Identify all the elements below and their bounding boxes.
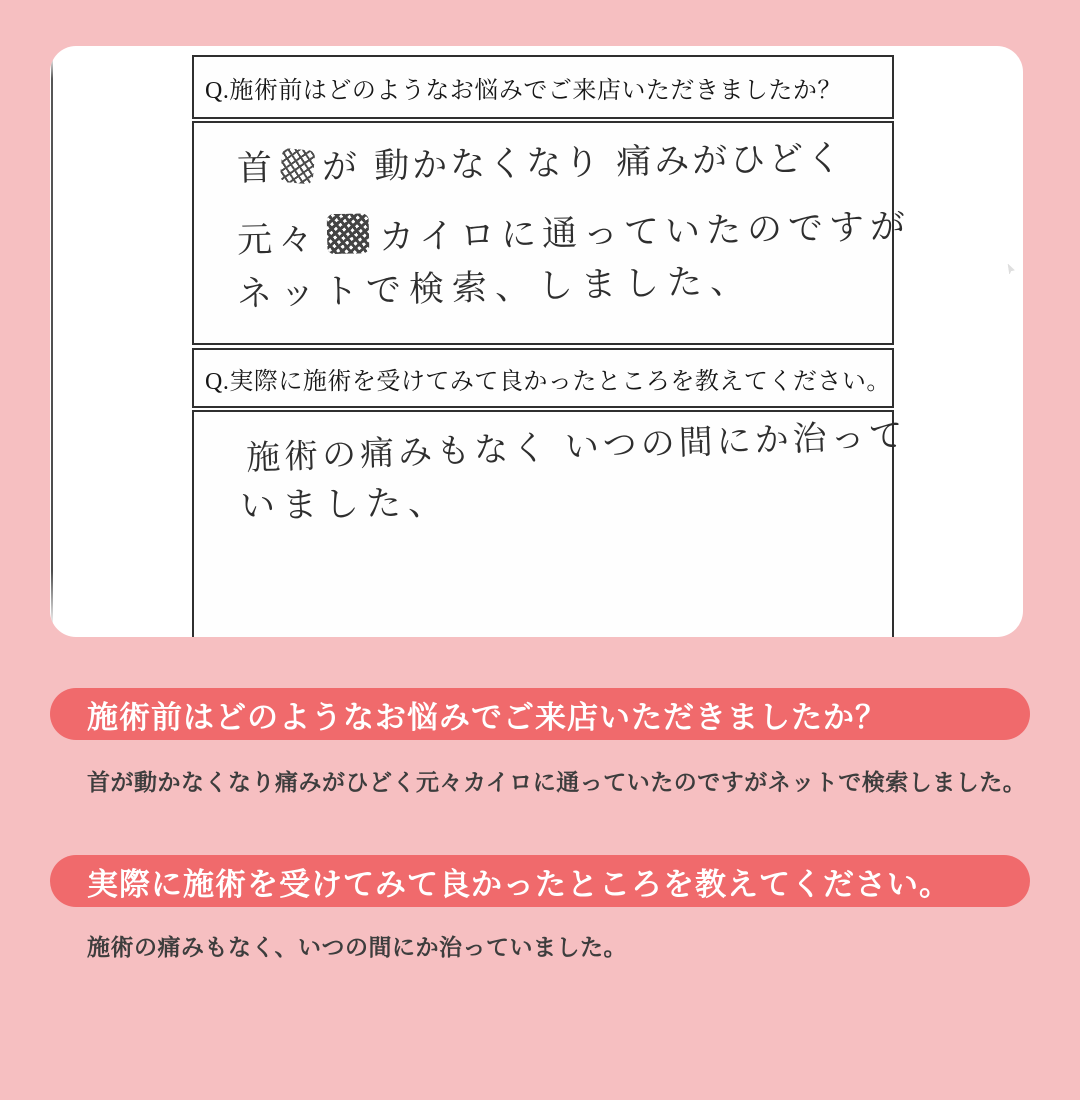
survey-scan-card — [50, 46, 1023, 637]
handwritten-answer-line: 施術の痛みもなく いつの間にか治って — [245, 415, 908, 479]
form-answer-1 — [192, 121, 912, 345]
questionnaire-form — [192, 55, 912, 637]
form-question-1-text: Q.施術前はどのようなお悩みでご来店いただきましたか？ — [205, 77, 842, 104]
form-answer-2 — [192, 410, 908, 637]
handwritten-answer-line: 首 が 動かなくなり 痛みがひどく — [236, 138, 845, 190]
transcript-heading-2-pill — [50, 855, 1030, 907]
mouse-cursor-icon — [1000, 262, 1016, 280]
transcript-heading-2-text: 実際に施術を受けてみて良かったところを教えてください。 — [87, 866, 951, 902]
transcript-body-1: 首が動かなくなり痛みがひどく元々カイロに通っていたのですがネットで検索しました。 — [87, 769, 1027, 795]
form-question-2 — [192, 348, 894, 408]
handwritten-answer-line: いました、 — [239, 483, 451, 527]
handwritten-answer-line: 元々 カイロに通っていたのですが — [236, 206, 912, 262]
handwritten-answer-line: ネットで検索、しました、 — [236, 261, 754, 315]
form-question-1 — [192, 55, 894, 119]
transcript-heading-1-pill — [50, 688, 1030, 740]
scribbled-out-character — [327, 213, 370, 254]
scribbled-out-character — [280, 148, 316, 185]
form-question-2-text: Q.実際に施術を受けてみて良かったところを教えてください。 — [205, 368, 891, 395]
transcript-heading-1-text: 施術前はどのようなお悩みでご来店いただきましたか？ — [87, 699, 887, 735]
transcript-body-2: 施術の痛みもなく、いつの間にか治っていました。 — [87, 934, 628, 960]
scan-paper-edge-shadow — [51, 56, 53, 628]
